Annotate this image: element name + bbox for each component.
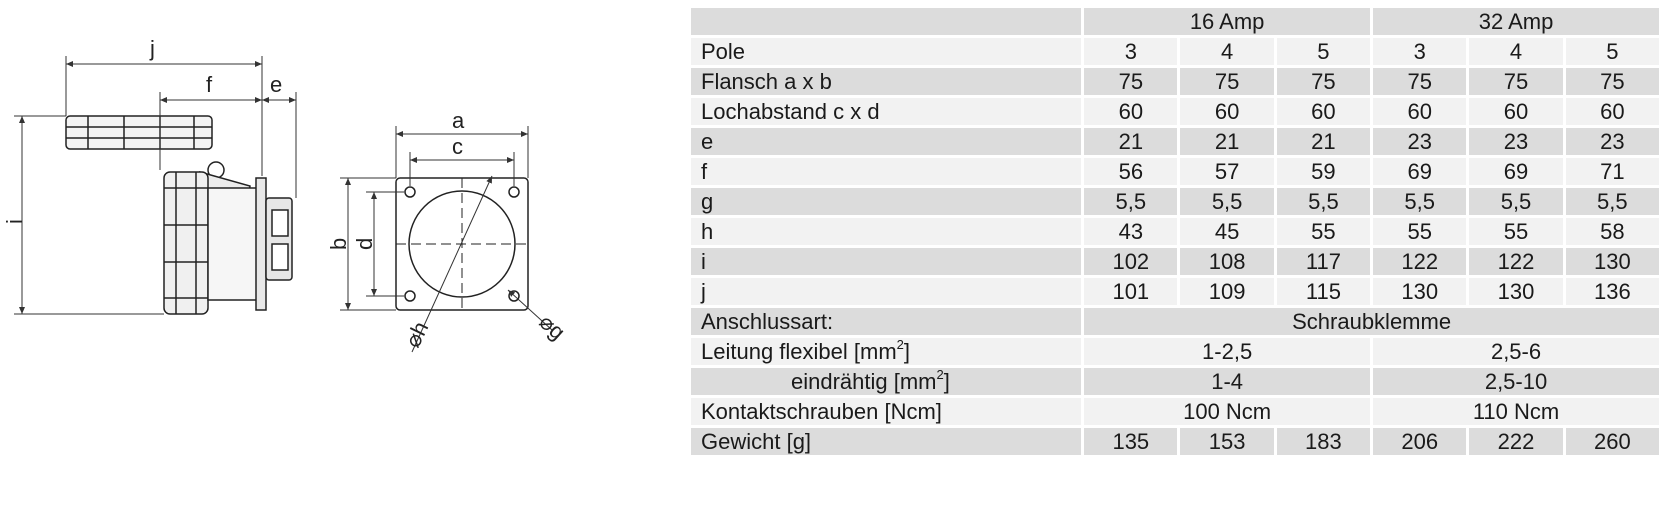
table-row xyxy=(691,158,1659,185)
superscript: 2 xyxy=(936,366,944,382)
header-16-amp: 16 Amp xyxy=(1084,8,1370,35)
row-label: Lochabstand c x d xyxy=(691,98,1081,125)
table-cell: 56 xyxy=(1084,158,1177,185)
table-cell: 75 xyxy=(1084,68,1177,95)
table-cell: 5,5 xyxy=(1084,188,1177,215)
table-cell: 69 xyxy=(1469,158,1562,185)
dim-i-label: i xyxy=(2,219,27,224)
table-cell: 23 xyxy=(1469,128,1562,155)
dim-c-label: c xyxy=(452,134,463,159)
table-cell: 2,5-10 xyxy=(1373,368,1659,395)
dim-j-label: j xyxy=(150,36,155,61)
table-cell: 23 xyxy=(1566,128,1659,155)
row-label: Gewicht [g] xyxy=(691,428,1081,455)
gewicht-row xyxy=(691,428,1659,455)
table-cell: 75 xyxy=(1180,68,1273,95)
table-cell: 130 xyxy=(1566,248,1659,275)
table-cell: 135 xyxy=(1084,428,1177,455)
table-cell: 136 xyxy=(1566,278,1659,305)
anschlussart-row xyxy=(691,308,1659,335)
table-cell: 21 xyxy=(1180,128,1273,155)
table-cell: 60 xyxy=(1180,98,1273,125)
table-cell: 5,5 xyxy=(1469,188,1562,215)
row-label: Flansch a x b xyxy=(691,68,1081,95)
flexibel-row xyxy=(691,338,1659,365)
table-cell: 60 xyxy=(1084,98,1177,125)
dim-f-label: f xyxy=(206,72,213,97)
table-cell: 183 xyxy=(1277,428,1370,455)
row-label-text: eindrähtig [mm xyxy=(791,369,937,394)
table-cell: 4 xyxy=(1180,38,1273,65)
table-cell: 222 xyxy=(1469,428,1562,455)
table-cell: 130 xyxy=(1469,278,1562,305)
table-cell: 101 xyxy=(1084,278,1177,305)
table-cell: 100 Ncm xyxy=(1084,398,1370,425)
table-cell: 69 xyxy=(1373,158,1466,185)
table-cell: 21 xyxy=(1277,128,1370,155)
table-row xyxy=(691,218,1659,245)
row-label: Kontaktschrauben [Ncm] xyxy=(691,398,1081,425)
table-cell: 75 xyxy=(1277,68,1370,95)
row-label: g xyxy=(691,188,1081,215)
table-cell: 45 xyxy=(1180,218,1273,245)
row-label: i xyxy=(691,248,1081,275)
table-cell: 55 xyxy=(1277,218,1370,245)
table-row xyxy=(691,248,1659,275)
row-label xyxy=(691,338,1081,365)
table-row xyxy=(691,278,1659,305)
table-cell: 60 xyxy=(1373,98,1466,125)
table-cell: 23 xyxy=(1373,128,1466,155)
table-cell: 75 xyxy=(1469,68,1562,95)
table-cell: 3 xyxy=(1084,38,1177,65)
row-label: Pole xyxy=(691,38,1081,65)
dim-h-label: ⌀h xyxy=(399,317,434,352)
table-cell: 4 xyxy=(1469,38,1562,65)
row-label: e xyxy=(691,128,1081,155)
header-32-amp: 32 Amp xyxy=(1373,8,1659,35)
table-cell: 122 xyxy=(1373,248,1466,275)
superscript: 2 xyxy=(896,336,904,352)
table-cell: 108 xyxy=(1180,248,1273,275)
table-cell: 21 xyxy=(1084,128,1177,155)
table-cell: 117 xyxy=(1277,248,1370,275)
table-cell: 5,5 xyxy=(1566,188,1659,215)
table-cell: 60 xyxy=(1566,98,1659,125)
table-cell: 60 xyxy=(1277,98,1370,125)
header-empty-cell xyxy=(691,8,1081,35)
row-label: j xyxy=(691,278,1081,305)
table-cell: 55 xyxy=(1373,218,1466,245)
table-cell: 71 xyxy=(1566,158,1659,185)
table-row xyxy=(691,98,1659,125)
dim-e-label: e xyxy=(270,72,283,97)
table-cell: Schraubklemme xyxy=(1084,308,1659,335)
table-cell: 130 xyxy=(1373,278,1466,305)
table-cell: 5,5 xyxy=(1373,188,1466,215)
table-cell: 260 xyxy=(1566,428,1659,455)
dim-a-label: a xyxy=(452,108,465,133)
table-cell: 5,5 xyxy=(1180,188,1273,215)
dim-d-label: d xyxy=(352,237,377,250)
table-cell: 3 xyxy=(1373,38,1466,65)
table-cell: 102 xyxy=(1084,248,1177,275)
row-label: f xyxy=(691,158,1081,185)
table-cell: 55 xyxy=(1469,218,1562,245)
table-cell: 122 xyxy=(1469,248,1562,275)
table-cell: 1-4 xyxy=(1084,368,1370,395)
table-cell: 110 Ncm xyxy=(1373,398,1659,425)
eindraehtig-row xyxy=(691,368,1659,395)
row-label-text: Leitung flexibel [mm xyxy=(701,339,897,364)
row-label-close: ] xyxy=(903,339,911,364)
row-label: Anschlussart: xyxy=(691,308,1081,335)
table-header-row xyxy=(691,8,1659,35)
row-label xyxy=(691,368,1081,395)
table-cell: 2,5-6 xyxy=(1373,338,1659,365)
table-cell: 206 xyxy=(1373,428,1466,455)
table-cell: 5,5 xyxy=(1277,188,1370,215)
table-row xyxy=(691,128,1659,155)
kontakt-row xyxy=(691,398,1659,425)
table-row xyxy=(691,38,1659,65)
table-cell: 115 xyxy=(1277,278,1370,305)
table-cell: 58 xyxy=(1566,218,1659,245)
table-cell: 153 xyxy=(1180,428,1273,455)
spec-table xyxy=(688,5,1662,458)
table-cell: 5 xyxy=(1566,38,1659,65)
table-row xyxy=(691,188,1659,215)
table-cell: 75 xyxy=(1373,68,1466,95)
side-view xyxy=(66,116,292,314)
table-cell: 75 xyxy=(1566,68,1659,95)
table-cell: 59 xyxy=(1277,158,1370,185)
table-cell: 109 xyxy=(1180,278,1273,305)
table-cell: 60 xyxy=(1469,98,1562,125)
table-cell: 1-2,5 xyxy=(1084,338,1370,365)
row-label: h xyxy=(691,218,1081,245)
table-cell: 43 xyxy=(1084,218,1177,245)
table-row xyxy=(691,68,1659,95)
dim-b-label: b xyxy=(326,237,351,250)
table-cell: 57 xyxy=(1180,158,1273,185)
technical-drawing xyxy=(0,0,640,510)
row-label-close: ] xyxy=(943,369,950,394)
table-cell: 5 xyxy=(1277,38,1370,65)
dim-g-label: ⌀g xyxy=(534,309,571,345)
